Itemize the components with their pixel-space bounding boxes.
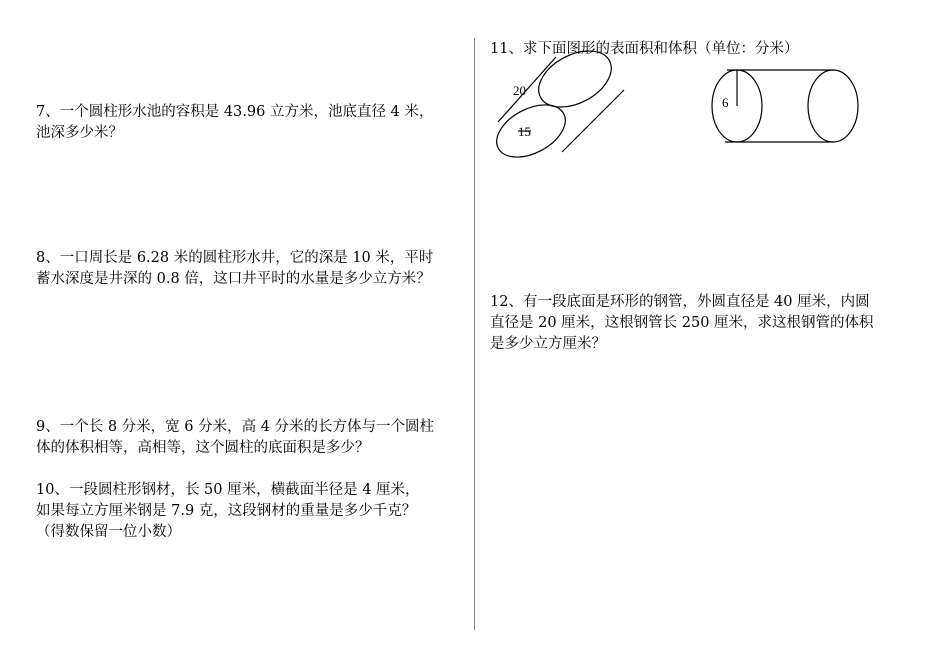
tilted-cylinder-figure [488, 39, 624, 167]
question-11: 11、求下面图形的表面积和体积（单位：分米） [490, 41, 799, 57]
cylinder1-radius-label: 15 [518, 124, 531, 139]
horizontal-cylinder-figure [712, 70, 858, 142]
cylinder2-right-ellipse [808, 70, 858, 142]
question-8: 8、一口周长是 6.28 米的圆柱形水井，它的深是 10 米，平时 蓄水深度是井深的 0.8 倍，这口井平时的水量是多少立方米？ [36, 250, 434, 287]
cylinder1-length-label: 20 [513, 83, 526, 98]
question-9: 9、一个长 8 分米，宽 6 分米，高 4 分米的长方体与一个圆柱 体的体积相等，高相等，这个圆柱的底面积是多少？ [36, 419, 435, 456]
cylinder-side-line-lower [562, 90, 624, 152]
question-12: 12、有一段底面是环形的钢管，外圆直径是 40 厘米，内圆 直径是 20 厘米，这根钢管长 250 厘米，求这根钢管的体积 是多少立方厘米？ [490, 294, 874, 352]
cylinder2-radius-label: 6 [722, 95, 729, 110]
question-7: 7、一个圆柱形水池的容积是 43.96 立方米，池底直径 4 米， 池深多少米？ [36, 104, 434, 141]
cylinder-side-line-upper [498, 57, 556, 122]
question-10: 10、一段圆柱形钢材，长 50 厘米，横截面半径是 4 厘米， 如果每立方厘米钢是 7.9 克，这段钢材的重量是多少千克？ （得数保留一位小数） [36, 482, 420, 540]
